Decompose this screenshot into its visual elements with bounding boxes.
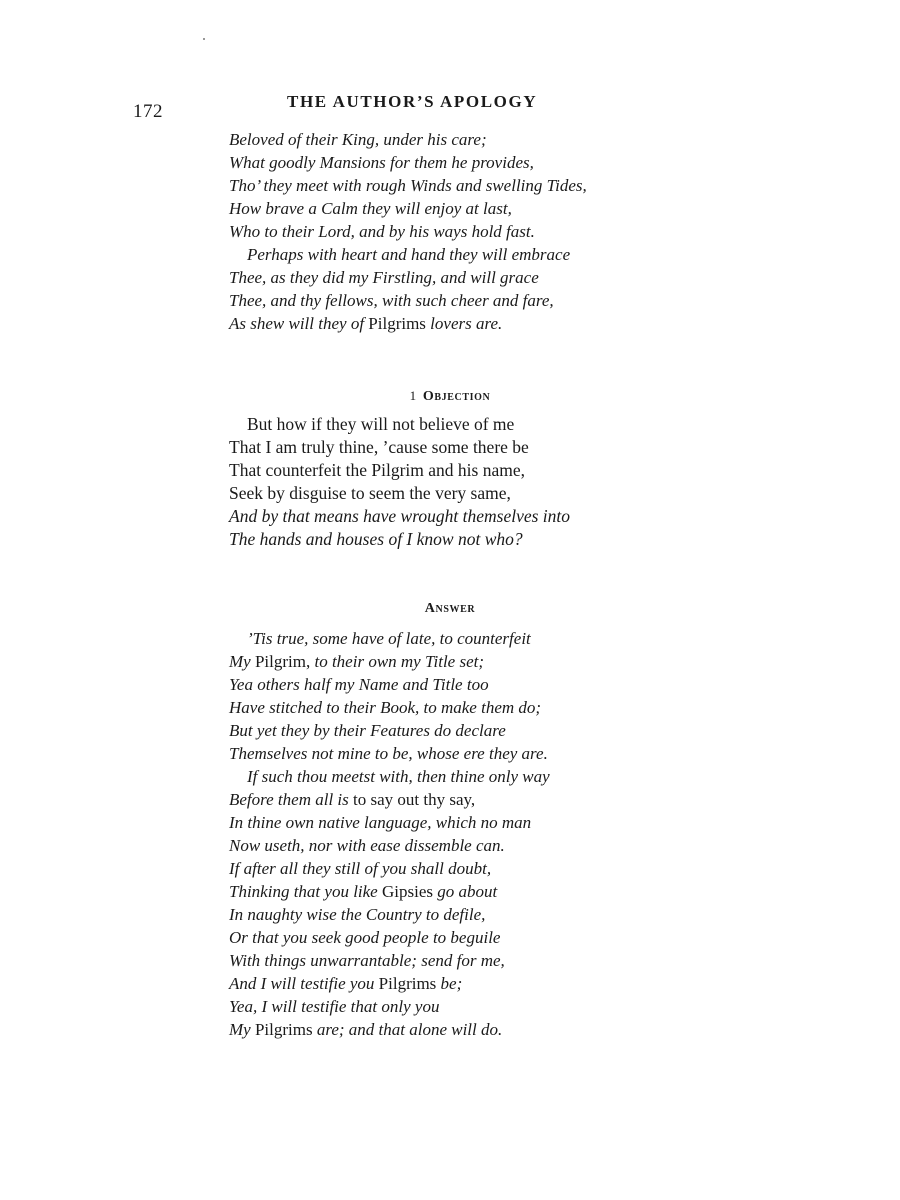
verse-line: Beloved of their King, under his care; — [229, 130, 487, 149]
verse-line: Thee, and thy fellows, with such cheer and fare, — [229, 291, 554, 310]
verse-line: Seek by disguise to seem the very same, — [229, 483, 511, 503]
verse-fragment: go about — [437, 882, 498, 901]
verse-line: Yea others half my Name and Title too — [229, 675, 489, 694]
verse-line: But yet they by their Features do declare — [229, 721, 506, 740]
verse-line: Tho’ they meet with rough Winds and swelling Tides, — [229, 176, 587, 195]
verse-fragment-roman: Pilgrim, — [254, 652, 311, 671]
verse-fragment: lovers are. — [430, 314, 503, 333]
verse-fragment-roman: Pilgrims — [368, 314, 426, 333]
verse-line — [229, 312, 587, 335]
verse-line — [229, 650, 550, 673]
verse-line: That counterfeit the Pilgrim and his name, — [229, 460, 525, 480]
verse-fragment-roman: to say out thy say, — [353, 790, 476, 809]
verse-line: Themselves not mine to be, whose ere they are. — [229, 744, 548, 763]
section-heading-answer — [0, 601, 730, 617]
verse-line: If such thou meetst with, then thine only way — [247, 767, 550, 786]
verse-line: If after all they still of you shall doubt, — [229, 859, 492, 878]
page-number: 172 — [133, 101, 163, 122]
verse-line: Who to their Lord, and by his ways hold fast. — [229, 222, 535, 241]
verse-line: Yea, I will testifie that only you — [229, 997, 440, 1016]
verse-line: And by that means have wrought themselves into — [229, 506, 571, 526]
verse-fragment-roman: Gipsies — [381, 882, 433, 901]
verse-fragment: to their own my Title set; — [314, 652, 485, 671]
verse-fragment: My — [229, 1020, 251, 1039]
verse-line: Have stitched to their Book, to make them do; — [229, 698, 542, 717]
section-heading-text: Answer — [424, 601, 476, 616]
verse-line: ’Tis true, some have of late, to counterfeit — [247, 629, 531, 648]
verse-line — [229, 1018, 550, 1041]
verse-line: That I am truly thine, ’cause some there be — [229, 437, 529, 457]
verse-line — [229, 972, 550, 995]
verse-line — [229, 788, 550, 811]
verse-stanza-objection — [229, 413, 570, 551]
verse-fragment: And I will testifie you — [229, 974, 375, 993]
verse-fragment: As shew will they of — [229, 314, 365, 333]
verse-line: Now useth, nor with ease dissemble can. — [229, 836, 505, 855]
verse-line: Thee, as they did my Firstling, and will grace — [229, 268, 539, 287]
verse-line: Perhaps with heart and hand they will embrace — [247, 245, 571, 264]
scan-speck — [203, 38, 205, 40]
section-numeral: 1 — [409, 388, 417, 403]
verse-fragment: be; — [440, 974, 463, 993]
verse-fragment: My — [229, 652, 251, 671]
verse-line: The hands and houses of I know not who? — [229, 529, 523, 549]
section-heading-objection — [0, 388, 730, 405]
verse-fragment-roman: Pilgrims — [254, 1020, 313, 1039]
running-head: THE AUTHOR’S APOLOGY — [287, 92, 538, 111]
verse-line: With things unwarrantable; send for me, — [229, 951, 505, 970]
verse-fragment: Before them all is — [229, 790, 349, 809]
verse-line: What goodly Mansions for them he provides, — [229, 153, 534, 172]
verse-line — [229, 880, 550, 903]
verse-fragment: are; and that alone will do. — [316, 1020, 503, 1039]
verse-fragment-roman: Pilgrims — [378, 974, 437, 993]
section-heading-text: Objection — [422, 389, 491, 404]
verse-line: In thine own native language, which no man — [229, 813, 532, 832]
verse-fragment: Thinking that you like — [229, 882, 378, 901]
verse-line: In naughty wise the Country to defile, — [229, 905, 486, 924]
verse-line: Or that you seek good people to beguile — [229, 928, 501, 947]
verse-line: How brave a Calm they will enjoy at last, — [229, 199, 512, 218]
verse-stanza-1 — [229, 128, 587, 335]
verse-stanza-answer — [229, 627, 550, 1041]
verse-line: But how if they will not believe of me — [247, 414, 515, 434]
